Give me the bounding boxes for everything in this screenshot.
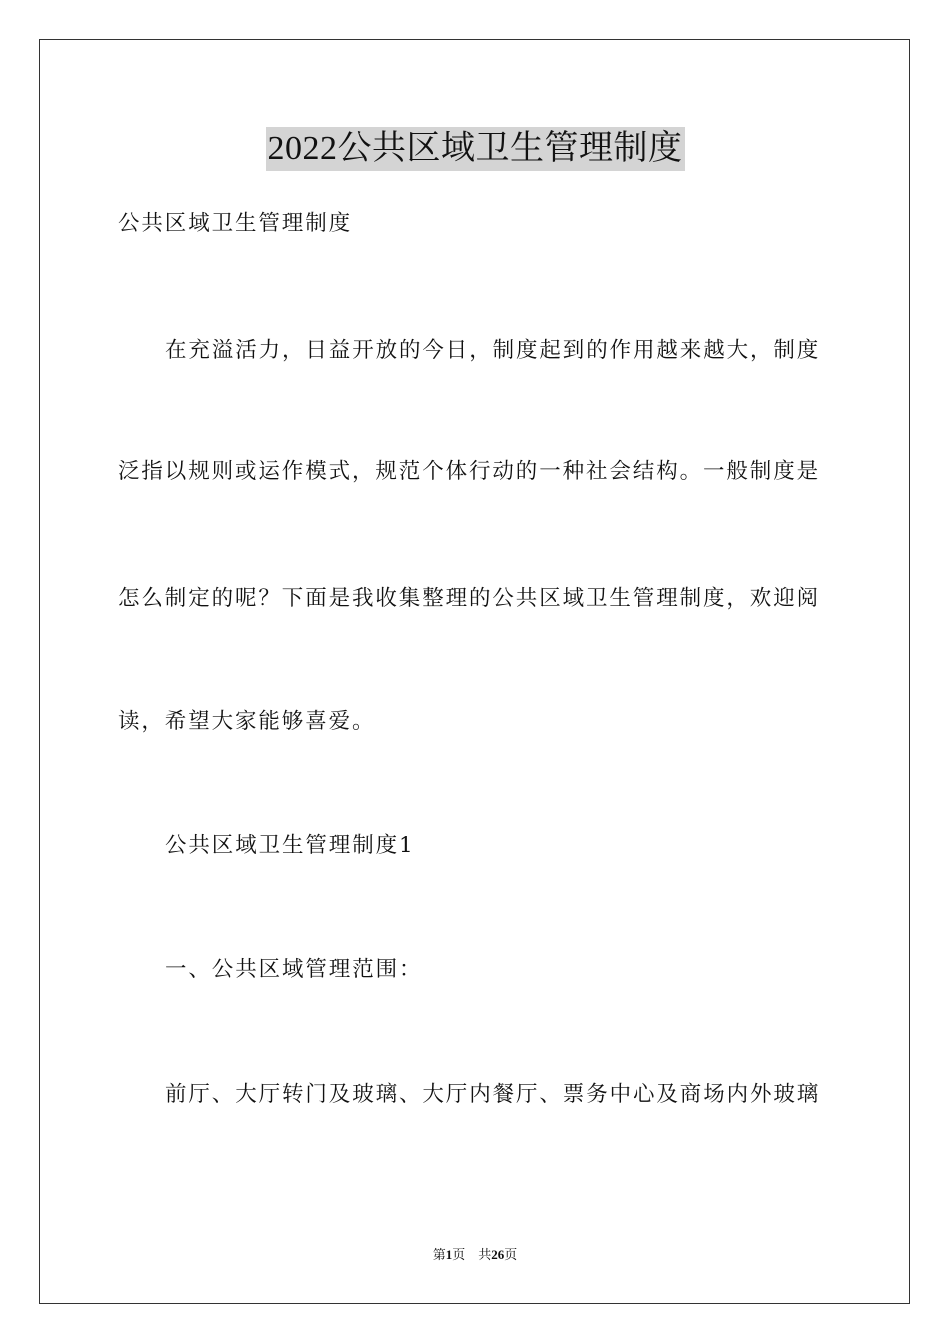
title-container <box>0 127 950 171</box>
subsection-heading: 一、公共区域管理范围： <box>165 957 423 982</box>
footer-total-pages: 26 <box>491 1247 505 1262</box>
footer-total-prefix: 共 <box>478 1247 492 1262</box>
subtitle-line: 公共区域卫生管理制度 <box>118 211 353 236</box>
footer-total-suffix: 页 <box>504 1247 518 1262</box>
section-heading: 公共区域卫生管理制度1 <box>165 833 415 858</box>
paragraph-line: 前厅、大厅转门及玻璃、大厅内餐厅、票务中心及商场内外玻璃 <box>165 1082 821 1107</box>
paragraph-line: 读，希望大家能够喜爱。 <box>118 709 376 734</box>
footer-page-number: 1 <box>445 1247 453 1262</box>
document-title: 2022公共区域卫生管理制度 <box>266 127 685 171</box>
paragraph-line: 泛指以规则或运作模式，规范个体行动的一种社会结构。一般制度是 <box>118 459 821 484</box>
footer-page-prefix: 第 <box>432 1247 446 1262</box>
footer-page-suffix: 页 <box>452 1247 466 1262</box>
page-footer <box>0 1246 950 1264</box>
paragraph-line: 怎么制定的呢？下面是我收集整理的公共区域卫生管理制度，欢迎阅 <box>118 586 821 611</box>
paragraph-line: 在充溢活力，日益开放的今日，制度起到的作用越来越大，制度 <box>165 338 821 363</box>
